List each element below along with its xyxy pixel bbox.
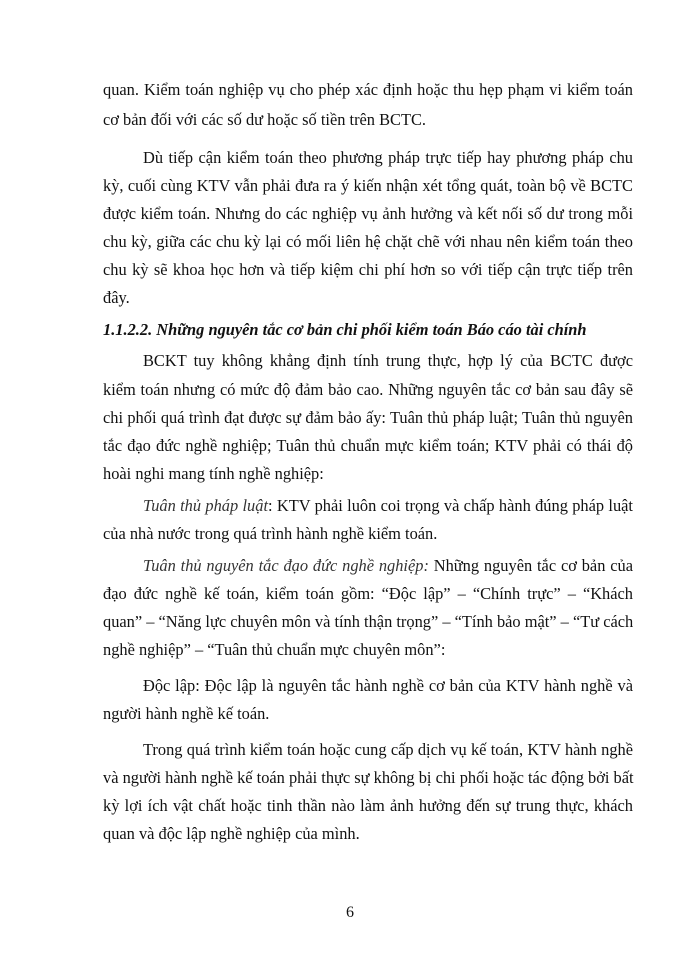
paragraph-line: BCKT tuy không khẳng định tính trung thực, hợp lý của BCTC được bbox=[143, 351, 633, 370]
paragraph-line: và người hành nghề kế toán phải thực sự không bị chi phối hoặc tác động bởi bất bbox=[103, 768, 634, 787]
paragraph-line: kiểm toán nhưng có mức độ đảm bảo cao. Những nguyên tắc cơ bản sau đây sẽ bbox=[103, 380, 633, 399]
paragraph-line: quan và độc lập nghề nghiệp của mình. bbox=[103, 824, 360, 843]
paragraph-line: Dù tiếp cận kiểm toán theo phương pháp trực tiếp hay phương pháp chu bbox=[143, 148, 633, 167]
paragraph-line: cơ bản đối với các số dư hoặc số tiền trên BCTC. bbox=[103, 110, 427, 129]
paragraph-line bbox=[143, 556, 633, 576]
paragraph-line: đây. bbox=[103, 288, 130, 307]
paragraph-line: chu kỳ, giữa các chu kỳ lại có mối liên hệ chặt chẽ với nhau nên kiểm toán theo bbox=[103, 232, 633, 251]
paragraph-line: được kiểm toán. Nhưng do các nghiệp vụ ảnh hưởng và kết nối số dư trong mỗi bbox=[103, 204, 633, 223]
paragraph-line: chi phối quá trình đạt được sự đảm bảo ấy: Tuân thủ pháp luật; Tuân thủ nguyên bbox=[103, 408, 633, 427]
paragraph-line: người hành nghề kế toán. bbox=[103, 704, 270, 723]
paragraph-line: quan” – “Năng lực chuyên môn và tính thận trọng” – “Tính bảo mật” – “Tư cách bbox=[103, 612, 634, 631]
page-number: 6 bbox=[346, 904, 354, 921]
paragraph-line: Độc lập: Độc lập là nguyên tắc hành nghề cơ bản của KTV hành nghề và bbox=[143, 676, 633, 695]
paragraph-line: của nhà nước trong quá trình hành nghề kiểm toán. bbox=[103, 524, 438, 543]
paragraph-line bbox=[143, 496, 633, 516]
paragraph-line: tắc đạo đức nghề nghiệp; Tuân thủ chuẩn mực kiểm toán; KTV phải có thái độ bbox=[103, 436, 633, 455]
line-text: : KTV phải luôn coi trọng và chấp hành đúng pháp luật bbox=[268, 496, 633, 515]
italic-term: Tuân thủ nguyên tắc đạo đức nghề nghiệp: bbox=[143, 556, 429, 575]
paragraph-line: quan. Kiểm toán nghiệp vụ cho phép xác định hoặc thu hẹp phạm vi kiểm toán bbox=[103, 80, 633, 99]
paragraph-line: đạo đức nghề kế toán, kiểm toán gồm: “Độc lập” – “Chính trực” – “Khách bbox=[103, 584, 633, 603]
line-text: Những nguyên tắc cơ bản của bbox=[428, 556, 633, 575]
paragraph-line: Trong quá trình kiểm toán hoặc cung cấp dịch vụ kế toán, KTV hành nghề bbox=[143, 740, 633, 759]
paragraph-line: kỳ lợi ích vật chất hoặc tinh thần nào làm ảnh hưởng đến sự trung thực, khách bbox=[103, 796, 633, 815]
paragraph-line: chu kỳ sẽ khoa học hơn và tiếp kiệm chi phí hơn so với tiếp cận trực tiếp trên bbox=[103, 260, 633, 279]
paragraph-line: nghề nghiệp” – “Tuân thủ chuẩn mực chuyên môn”: bbox=[103, 640, 446, 659]
paragraph-line: kỳ, cuối cùng KTV vẫn phải đưa ra ý kiến nhận xét tổng quát, toàn bộ về BCTC bbox=[103, 176, 633, 195]
section-heading: 1.1.2.2. Những nguyên tắc cơ bản chi phối kiểm toán Báo cáo tài chính bbox=[103, 320, 587, 339]
italic-term: Tuân thủ pháp luật bbox=[143, 496, 268, 515]
paragraph-line: hoài nghi mang tính nghề nghiệp: bbox=[103, 464, 324, 483]
